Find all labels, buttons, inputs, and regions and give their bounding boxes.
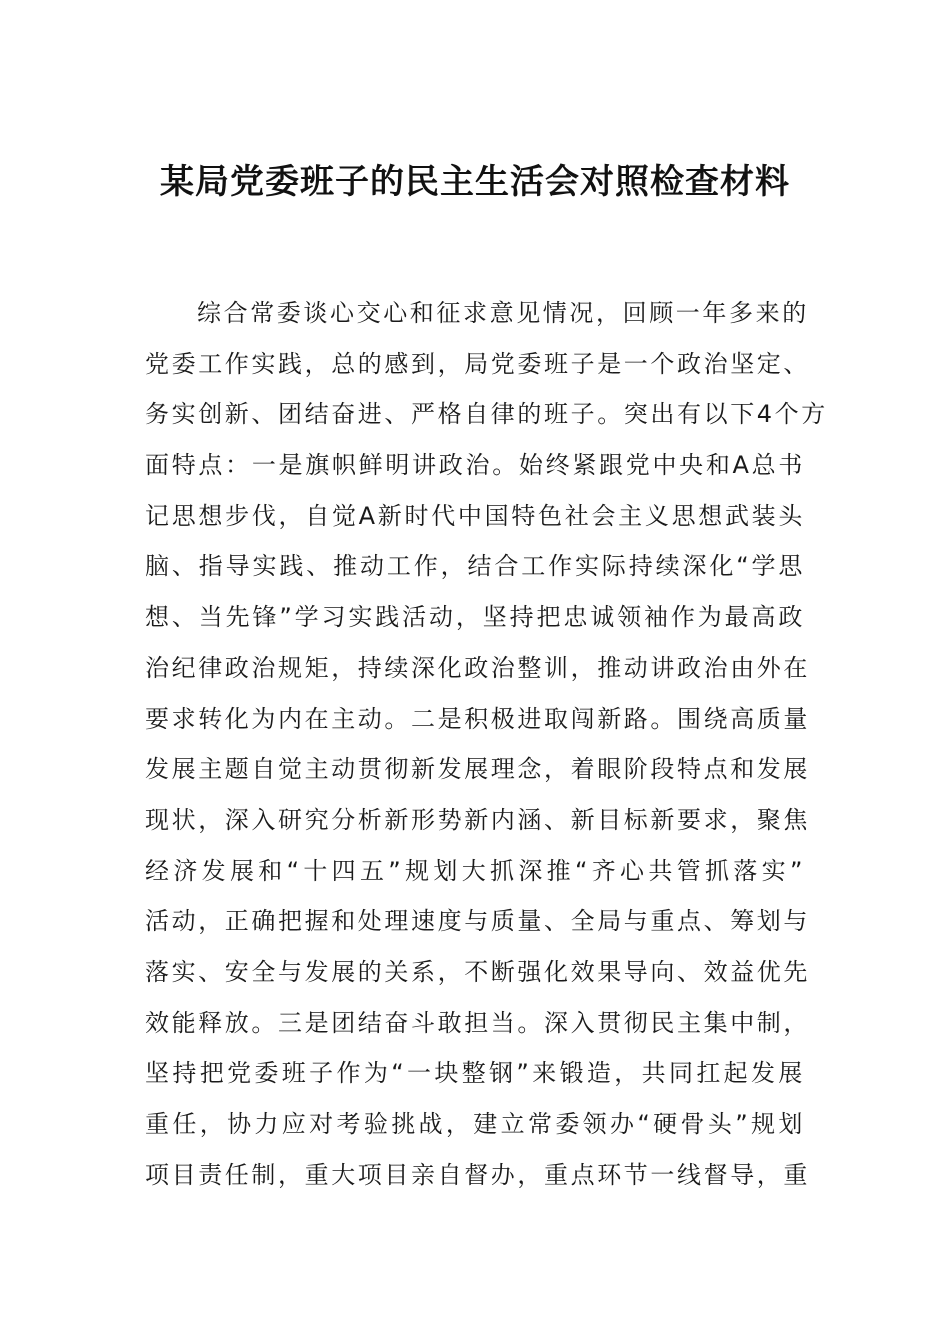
- paragraph-line: 综合常委谈心交心和征求意见情况，回顾一年多来的: [197, 299, 809, 327]
- paragraph-line: 面特点：一是旗帜鲜明讲政治。始终紧跟党中央和A总书: [145, 451, 805, 480]
- document-title: 某局党委班子的民主生活会对照检查材料: [160, 162, 790, 202]
- paragraph-line: 落实、安全与发展的关系，不断强化效果导向、效益优先: [145, 957, 810, 986]
- paragraph-line: 活动，正确把握和处理速度与质量、全局与重点、筹划与: [145, 907, 810, 936]
- paragraph-line: 现状，深入研究分析新形势新内涵、新目标新要求，聚焦: [145, 805, 810, 834]
- paragraph-line: 发展主题自觉主动贯彻新发展理念，着眼阶段特点和发展: [145, 755, 810, 784]
- paragraph-line: 党委工作实践，总的感到，局党委班子是一个政治坚定、: [145, 349, 810, 378]
- paragraph-line: 治纪律政治规矩，持续深化政治整训，推动讲政治由外在: [145, 653, 810, 682]
- paragraph-line: 要求转化为内在主动。二是积极进取闯新路。围绕高质量: [145, 704, 810, 733]
- paragraph-line: 效能释放。三是团结奋斗敢担当。深入贯彻民主集中制，: [145, 1008, 810, 1037]
- paragraph-line: 经济发展和“十四五”规划大抓深推“齐心共管抓落实”: [145, 856, 805, 885]
- document-paragraph: [145, 288, 828, 1200]
- paragraph-line: 记思想步伐，自觉A新时代中国特色社会主义思想武装头: [145, 501, 805, 530]
- paragraph-line: 项目责任制，重大项目亲自督办，重点环节一线督导，重: [145, 1160, 810, 1189]
- paragraph-line: 脑、指导实践、推动工作，结合工作实际持续深化“学思: [145, 552, 805, 581]
- paragraph-line: 重任，协力应对考验挑战，建立常委领办“硬骨头”规划: [145, 1110, 805, 1138]
- paragraph-line: 想、当先锋”学习实践活动，坚持把忠诚领袖作为最高政: [145, 603, 805, 632]
- paragraph-line: 坚持把党委班子作为“一块整钢”来锻造，共同扛起发展: [145, 1059, 805, 1088]
- paragraph-line: 务实创新、团结奋进、严格自律的班子。突出有以下4个方: [145, 400, 828, 429]
